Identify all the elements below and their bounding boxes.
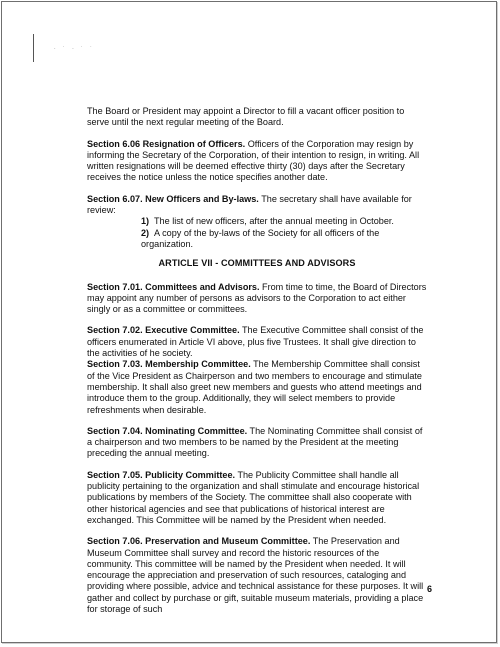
section-heading: Section 7.02. Executive Committee. (87, 325, 240, 336)
document-page (1, 1, 497, 643)
section-6-06 (87, 139, 427, 184)
section-heading: Section 6.07. New Officers and By-laws. (87, 193, 259, 204)
section-7-05 (87, 470, 427, 526)
section-heading: Section 7.01. Committees and Advisors. (87, 281, 260, 292)
section-text: The Preservation and Museum Committee shall survey and record the historic resources of the community. This committee will be named by the President when needed. It will encourage the appreciation and preservation of such resources, cataloging and providing where possible, advice and technical assistance for these purposes. It will gather and collect by purchase or gift, suitable museum materials, providing a place for storage of such (87, 536, 424, 614)
list-item (141, 216, 427, 227)
section-text: From time to time, the Board of Directors may appoint any number of persons as advisors to the Corporation to act either singly or as a committee or committees. (87, 281, 427, 315)
margin-line (33, 34, 34, 62)
page-number: 6 (427, 584, 433, 594)
list-text: A copy of the by-laws of the Society for all officers of the organization. (141, 227, 380, 249)
paragraph-vacant-officer: The Board or President may appoint a Director to fill a vacant officer position to serve until the next regular meeting of the Board. (87, 106, 405, 128)
section-heading: Section 6.06 Resignation of Officers. (87, 138, 246, 149)
section-text: The Nominating Committee shall consist of a chairperson and two members to be named by the President at the meeting preceding the annual meeting. (87, 425, 423, 459)
section-text: The Membership Committee shall consist of the Vice President as Chairperson and two members to encourage and stimulate membership. It shall also greet new members and guests who attend meetings and introduce them to the group. Additionally, they will select members to provide refreshments when desirable. (87, 359, 422, 415)
review-list (87, 216, 427, 250)
section-7-02 (87, 325, 427, 359)
section-6-07 (87, 194, 427, 217)
list-item (141, 228, 427, 251)
section-7-03 (87, 359, 427, 415)
section-7-01 (87, 282, 427, 316)
section-text: The secretary shall have available for review: (87, 193, 412, 216)
page-body (87, 106, 427, 625)
section-heading: Section 7.05. Publicity Committee. (87, 469, 236, 480)
list-number: 1) (141, 216, 150, 227)
list-number: 2) (141, 227, 150, 238)
section-heading: Section 7.06. Preservation and Museum Committee. (87, 536, 311, 547)
list-text: The list of new officers, after the annual meeting in October. (154, 216, 394, 227)
section-text: Officers of the Corporation may resign by informing the Secretary of the Corporation, of their intention to resign, in writing. All written resignations will be deemed effective thirty (30) days after the Secretary receives the notice unless the notice specifies another date. (87, 138, 420, 183)
scan-speckle: · ˙ · ˙ ˙ (54, 46, 95, 52)
section-7-06 (87, 536, 427, 615)
section-text: The Executive Committee shall consist of the officers enumerated in Article VI above, plus five Trustees. It shall give direction to the activities of he society. (87, 325, 424, 359)
section-heading: Section 7.04. Nominating Committee. (87, 425, 248, 436)
section-heading: Section 7.03. Membership Committee. (87, 359, 251, 370)
section-7-04 (87, 426, 427, 460)
section-text: The Publicity Committee shall handle all publicity pertaining to the organization and shall stimulate and encourage historical publications by members of the Society. The committee shall also cooperate with other historical agencies and see that publications of historical interest are exchanged. This Committee will be named by the President when needed. (87, 469, 420, 525)
article-heading: ARTICLE VII - COMMITTEES AND ADVISORS (158, 258, 356, 269)
